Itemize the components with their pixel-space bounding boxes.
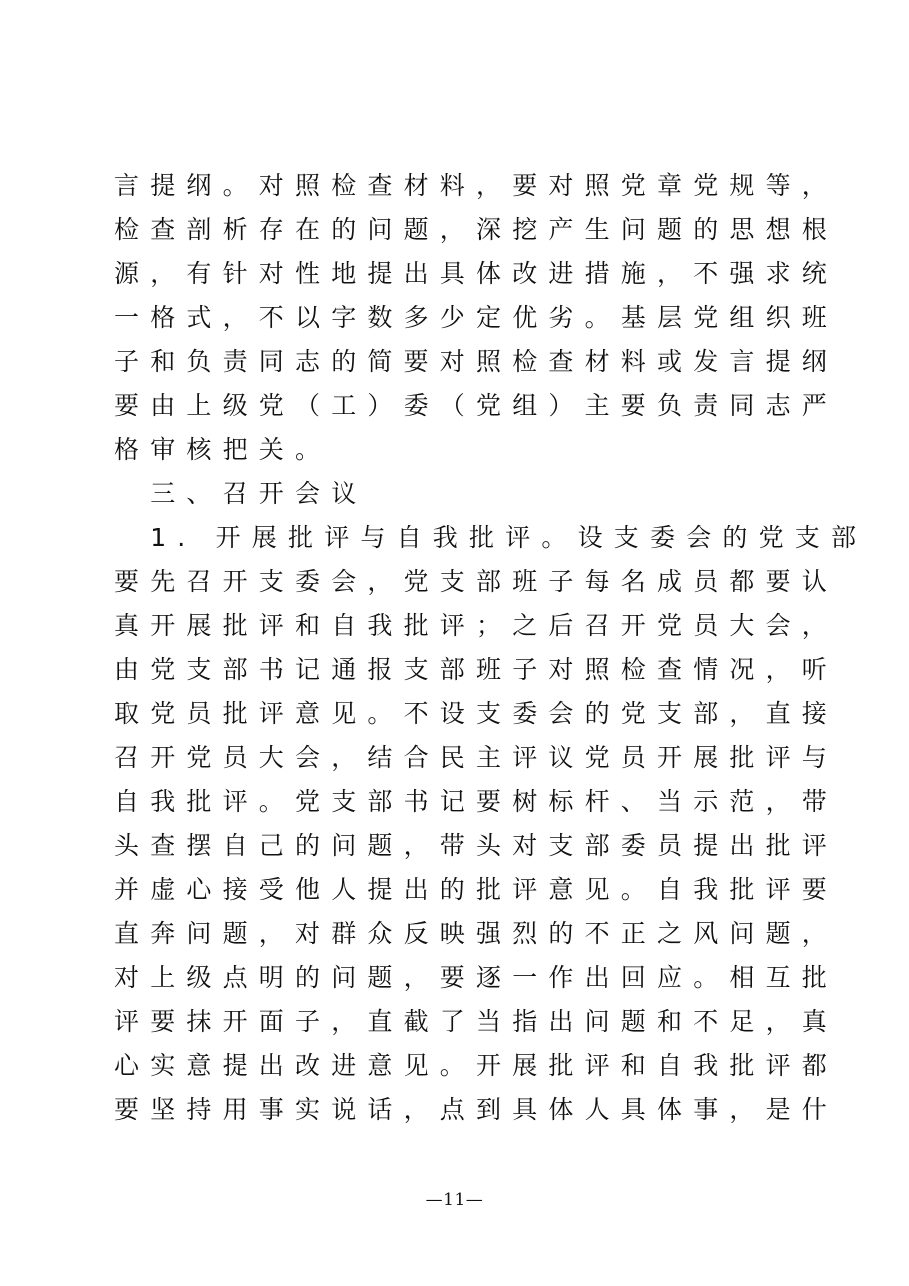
text-line: 评要抹开面子，直截了当指出问题和不足，真 [114, 1007, 839, 1036]
text-line: 源，有针对性地提出具体改进措施，不强求统 [114, 259, 839, 288]
text-line: 一格式，不以字数多少定优劣。基层党组织班 [114, 303, 839, 332]
text-line: 心实意提出改进意见。开展批评和自我批评都 [114, 1051, 839, 1080]
text-line: 真开展批评和自我批评；之后召开党员大会， [114, 611, 839, 640]
text-line: 要坚持用事实说话，点到具体人具体事，是什 [114, 1095, 839, 1124]
text-line: 并虚心接受他人提出的批评意见。自我批评要 [114, 875, 839, 904]
text-line: 要先召开支委会，党支部班子每名成员都要认 [114, 567, 839, 596]
text-line: 子和负责同志的简要对照检查材料或发言提纲 [114, 347, 839, 376]
text-line: 直奔问题，对群众反映强烈的不正之风问题， [114, 919, 839, 948]
text-line: 自我批评。党支部书记要树标杆、当示范，带 [114, 787, 839, 816]
text-line: 言提纲。对照检查材料，要对照党章党规等， [114, 171, 839, 200]
text-line: 头查摆自己的问题，带头对支部委员提出批评 [114, 831, 839, 860]
text-line: 取党员批评意见。不设支委会的党支部，直接 [114, 699, 839, 728]
text-line: 格审核把关。 [114, 435, 332, 464]
text-line: 1. 开展批评与自我批评。设支委会的党支部 [114, 523, 868, 552]
text-line: 由党支部书记通报支部班子对照检查情况，听 [114, 655, 839, 684]
text-line: 召开党员大会，结合民主评议党员开展批评与 [114, 743, 839, 772]
body-text [114, 164, 868, 1132]
text-line: 对上级点明的问题，要逐一作出回应。相互批 [114, 963, 839, 992]
page-number: —11— [425, 1190, 484, 1210]
text-line: 要由上级党（工）委（党组）主要负责同志严 [114, 391, 839, 420]
text-line: 检查剖析存在的问题，深挖产生问题的思想根 [114, 215, 839, 244]
section-heading: 三、召开会议 [114, 479, 368, 508]
